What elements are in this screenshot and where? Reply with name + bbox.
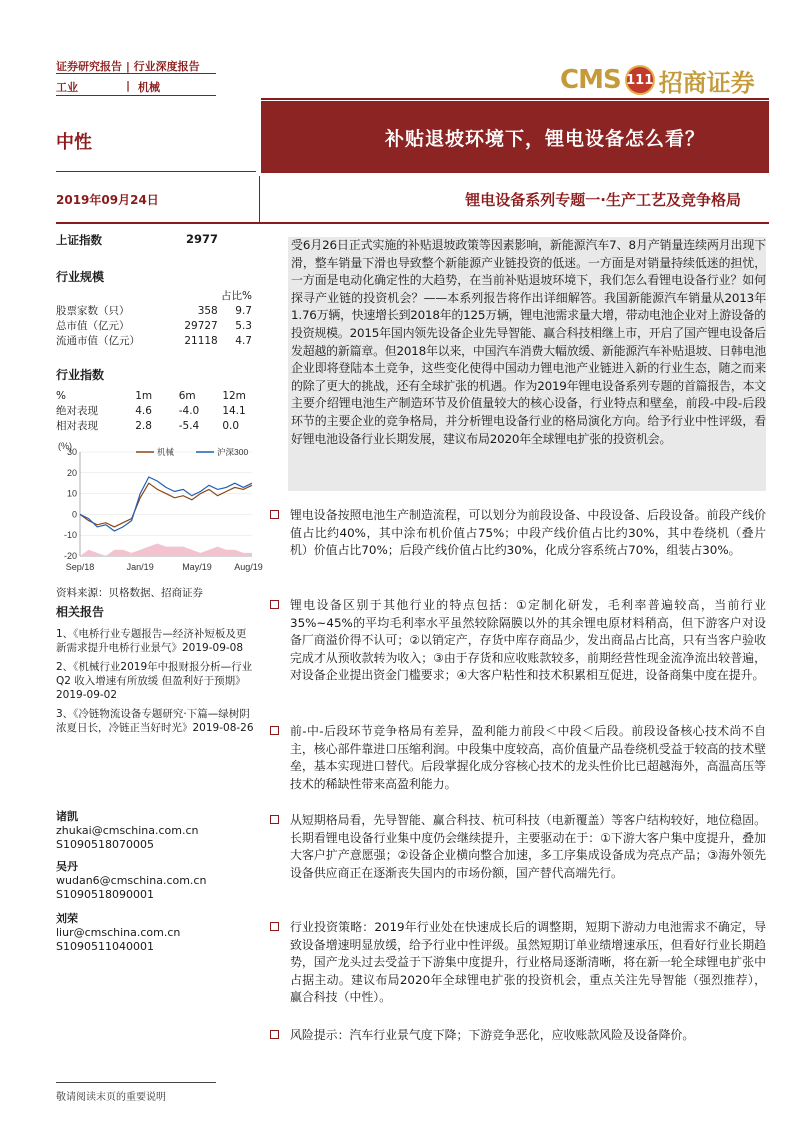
analyst-email[interactable]: wudan6@cmschina.com.cn	[56, 874, 207, 887]
scale-row	[56, 303, 252, 318]
index-label: 上证指数	[56, 233, 102, 247]
index-12m: 14.1	[222, 404, 246, 417]
footer-note: 敬请阅读末页的重要说明	[56, 1092, 166, 1103]
scale-label: 总市值（亿元）	[56, 320, 130, 332]
footer-line	[56, 1082, 216, 1083]
checkbox-icon	[270, 1030, 279, 1039]
index-h0: %	[56, 389, 66, 402]
index-h2: 6m	[178, 389, 196, 402]
index-row-label: 绝对表现	[56, 405, 98, 417]
logo-badge-icon: 111	[625, 65, 655, 95]
checkbox-icon	[270, 510, 279, 519]
report-type: 证券研究报告 | 行业深度报告	[56, 60, 200, 73]
y-axis-label: (%)	[58, 441, 72, 451]
analyst-1	[56, 810, 198, 852]
y-tick-label: -10	[63, 530, 77, 541]
analyst-email[interactable]: zhukai@cmschina.com.cn	[56, 824, 199, 837]
related-item[interactable]: 2、《机械行业2019年中报财报分析—行业 Q2 收入增速有所放缓 但盈利好于预期》2019-09-02	[56, 661, 253, 701]
index-6m: -4.0	[178, 404, 200, 417]
related-title: 相关报告	[56, 605, 105, 619]
chart-svg	[56, 440, 263, 580]
scale-row	[56, 333, 252, 348]
index-h3: 12m	[222, 389, 246, 402]
scale-value: 29727	[184, 319, 218, 332]
industry-index	[56, 366, 252, 433]
y-tick-label: 20	[66, 467, 77, 478]
related-item[interactable]: 3、《冷链物流设备专题研究·下篇—绿树阴浓夏日长，冷链正当好时光》2019-08-26	[56, 708, 254, 734]
analyst-name: 吴丹	[56, 860, 78, 873]
x-tick-label: Aug/19	[234, 562, 263, 572]
scale-row	[56, 318, 252, 333]
x-tick-label: Sep/18	[65, 562, 95, 572]
company-logo	[560, 64, 770, 96]
scale-share: 9.7	[235, 304, 252, 317]
rating-underline	[56, 171, 256, 172]
relative-area	[80, 544, 252, 556]
index-row	[56, 418, 252, 433]
index-6m: -5.4	[178, 419, 200, 432]
index-value: 2977	[186, 232, 219, 246]
bullet-item: 从短期格局看，先导智能、赢合科技、杭可科技（电新覆盖）等客户结构较好，地位稳固。长期看锂电设备行业集中度仍会继续提升，主要驱动在于：①下游大客户集中度提升，叠加大客户扩产意愿强；②设备企业横向整合加速，多工序集成设备成为亮点产品；③海外领先设备供应商正在逐渐丧失国内的市场份额，国产替代高端先行。	[270, 812, 766, 882]
bullet-item: 锂电设备按照电池生产制造流程，可以划分为前段设备、中段设备、后段设备。前段产线价值占比约40%，其中涂布机价值占75%；中段产线价值占比约30%，其中卷绕机（叠片机）价值占比70%；后段产线价值占比约30%，化成分容系统占70%，组装占30%。	[270, 507, 766, 560]
share-header: 占比%	[221, 290, 252, 302]
industry-index-title: 行业指数	[56, 368, 105, 382]
scale-share: 4.7	[235, 334, 252, 347]
header-divider	[56, 73, 216, 74]
x-tick-label: Jan/19	[126, 562, 154, 572]
industry-scale	[56, 268, 252, 348]
scale-share: 5.3	[235, 319, 252, 332]
scale-value: 21118	[184, 334, 218, 347]
x-tick-label: May/19	[182, 562, 212, 572]
index-1m: 2.8	[135, 419, 152, 432]
sub-industry: 机械	[138, 81, 161, 94]
logo-underline	[261, 98, 769, 100]
header-divider-2	[56, 95, 216, 96]
analyst-3	[56, 912, 180, 954]
title-banner	[261, 101, 769, 173]
checkbox-icon	[270, 815, 279, 824]
y-tick-label: 0	[71, 509, 77, 520]
industry-label	[56, 79, 160, 95]
legend-label: 机械	[157, 447, 175, 457]
checkbox-icon	[270, 600, 279, 609]
analyst-cert: S1090518070005	[56, 838, 154, 851]
vertical-divider	[259, 176, 260, 224]
key-points	[270, 507, 766, 1067]
summary-text: 受6月26日正式实施的补贴退坡政策等因素影响，新能源汽车7、8月产销量连续两月出现下滑，整车销量下滑也导致整个新能源产业链投资的低迷。一方面是对销量持续低迷的担忧，一方面是电动化确定性的大趋势，在当前补贴退坡环境下，我们怎么看锂电设备行业？如何探寻产业链的投资机会？——本系列报告将作出详细解答。我国新能源汽车销量从2013年1.76万辆，快速增长到2018年的125万辆，锂电池需求量大增，带动电池企业对上游设备的投资规模。2015年国内领先设备企业先导智能、赢合科技相继上市，开启了国产锂电设备后发超越的新篇章。但2018年以来，中国汽车消费大幅放缓、新能源汽车补贴退坡、日韩电池企业即将登陆本土竞争，这些变化使得中国动力锂电池产业链进入新的行业生态，随之而来的除了更大的挑战，还有全球扩张的机遇。作为2019年锂电设备系列专题的首篇报告，本文主要介绍锂电池生产制造环节及价值量较大的核心设备，行业特点和壁垒，前段-中段-后段环节的主要企业的竞争格局，并分析锂电设备行业的格局演化方向。给予行业中性评级，看好锂电池设备行业长期发展，建议布局2020年全球锂电扩张的投资机会。	[291, 238, 766, 446]
y-tick-label: 30	[66, 447, 77, 457]
index-row-label: 相对表现	[56, 420, 98, 432]
analyst-name: 诸凯	[56, 810, 78, 823]
logo-cms-text: CMS	[560, 65, 621, 95]
series-line-机械	[80, 483, 252, 527]
rating: 中性	[56, 132, 92, 153]
index-row	[56, 232, 252, 248]
index-header-row	[56, 388, 252, 403]
related-reports	[56, 605, 256, 735]
index-row	[56, 403, 252, 418]
report-title: 补贴退坡环境下，锂电设备怎么看？	[384, 127, 705, 150]
logo-cn-text: 招商证券	[658, 68, 755, 97]
bullet-item: 前-中-后段环节竞争格局有差异，盈利能力前段＜中段＜后段。前段设备核心技术尚不自主，核心部件靠进口压缩利润。中段集中度较高，高价值量产品卷绕机受益于较高的技术壁垒，基本实现进口替代。后段掌握化成分容核心技术的龙头性价比已超越海外，高温高压等技术的稀缺性带来高盈利能力。	[270, 723, 766, 793]
performance-chart	[56, 440, 263, 580]
index-12m: 0.0	[222, 419, 240, 432]
related-item[interactable]: 1、《电桥行业专题报告—经济补短板及更新需求提升电桥行业景气》2019-09-08	[56, 628, 247, 654]
analyst-2	[56, 860, 206, 902]
report-subtitle: 锂电设备系列专题一·生产工艺及竞争格局	[465, 191, 741, 209]
chart-source: 资料来源：贝格数据、招商证券	[56, 587, 203, 599]
analyst-cert: S1090518090001	[56, 888, 154, 901]
y-tick-label: -20	[63, 551, 77, 561]
analyst-cert: S1090511040001	[56, 940, 154, 953]
legend-label: 沪深300	[217, 447, 249, 457]
index-h1: 1m	[135, 389, 153, 402]
analyst-name: 刘荣	[56, 912, 78, 925]
report-date: 2019年09月24日	[56, 193, 159, 207]
summary-box	[288, 237, 766, 491]
divider-bar: |	[126, 79, 131, 92]
bullet-item: 锂电设备区别于其他行业的特点包括：①定制化研发，毛利率普遍较高，当前行业 35%~45%的平均毛利率水平虽然较除隔膜以外的其余锂电原材料稍高，但下游客户对设备厂商溢价得不认可；②以销定产，存货中库存商品少，发出商品占比高，只有当客户验收完成才从预收款转为收入；③由于存货和应收账款较多，前期经营性现金流净流出较普遍，对设备企业提出资金门槛要求；④大客户粘性和技术积累相互促进，设备商集中度在提升。	[270, 597, 766, 685]
bullet-item: 行业投资策略：2019年行业处在快速成长后的调整期，短期下游动力电池需求不确定，导致设备增速明显放缓，给予行业中性评级。虽然短期订单业绩增速承压，但看好行业长期趋势，国产龙头过去受益于下游集中度提升，行业格局逐渐清晰，将在新一轮全球锂电扩张中占据主动。建议布局2020年全球锂电扩张的投资机会，重点关注先导智能（强烈推荐），赢合科技（中性）。	[270, 919, 766, 1007]
scale-label: 流通市值（亿元）	[56, 335, 140, 347]
analyst-email[interactable]: liur@cmschina.com.cn	[56, 926, 181, 939]
scale-label: 股票家数（只）	[56, 305, 130, 317]
scale-value: 358	[197, 304, 218, 317]
index-1m: 4.6	[135, 404, 152, 417]
checkbox-icon	[270, 726, 279, 735]
subtitle-underline	[56, 222, 769, 224]
bullet-item: 风险提示：汽车行业景气度下降；下游竞争恶化，应收账款风险及设备降价。	[270, 1027, 766, 1045]
y-tick-label: 10	[66, 488, 77, 499]
industry-scale-title: 行业规模	[56, 270, 105, 284]
industry: 工业	[56, 81, 78, 94]
checkbox-icon	[270, 922, 279, 931]
